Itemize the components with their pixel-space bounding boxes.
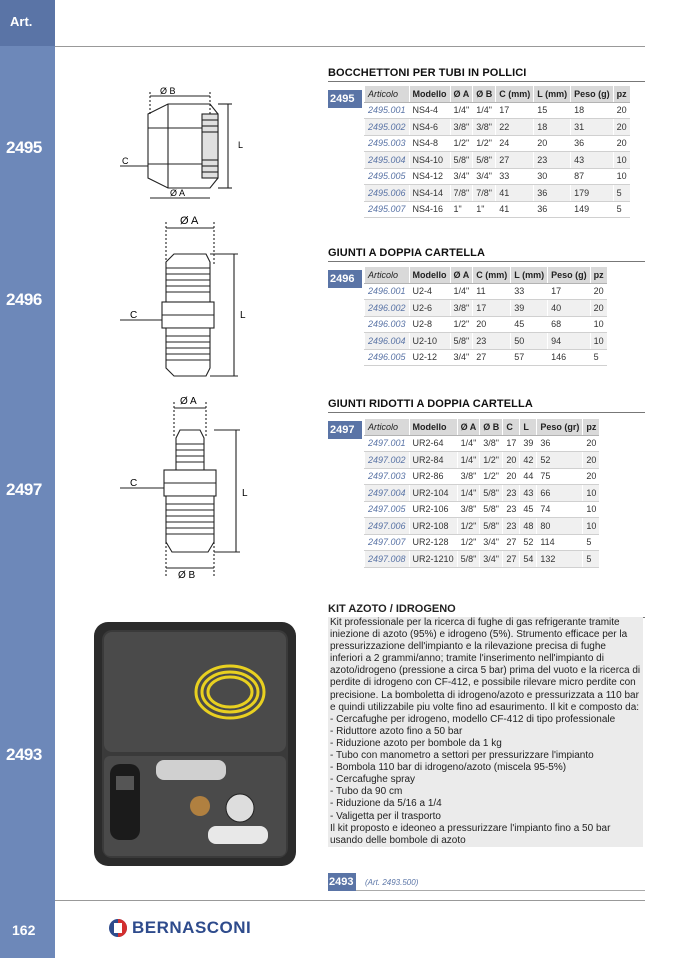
table-cell: 23 bbox=[503, 518, 520, 535]
table-header-row bbox=[365, 267, 607, 283]
table-cell: UR2-86 bbox=[409, 468, 457, 485]
table-cell: 27 bbox=[473, 349, 511, 366]
article-code: 2495.003 bbox=[365, 135, 410, 152]
section-tag-2495: 2495 bbox=[328, 90, 362, 108]
table-cell: 1/2" bbox=[457, 518, 480, 535]
table-cell: 5/8" bbox=[450, 333, 473, 350]
table-cell: 23 bbox=[503, 485, 520, 502]
table-cell: 45 bbox=[520, 501, 537, 518]
article-code: 2497.007 bbox=[365, 534, 410, 551]
table-cell: 1/4" bbox=[473, 102, 496, 119]
table-cell: UR2-84 bbox=[409, 452, 457, 469]
table-cell: 5/8" bbox=[480, 485, 503, 502]
table-cell: 1/2" bbox=[480, 452, 503, 469]
article-code: 2497.005 bbox=[365, 501, 410, 518]
table-cell: 1/2" bbox=[480, 468, 503, 485]
article-code: 2496.005 bbox=[365, 349, 410, 366]
article-code: 2497.008 bbox=[365, 551, 410, 568]
kit-description-block bbox=[328, 617, 643, 847]
table-row bbox=[365, 300, 607, 317]
art-label: Art. bbox=[10, 14, 33, 29]
brand-logo bbox=[108, 918, 251, 938]
table-cell: 36 bbox=[534, 201, 571, 218]
gas-cylinder bbox=[156, 760, 226, 780]
column-header: C (mm) bbox=[496, 86, 534, 102]
table-cell: 20 bbox=[590, 283, 607, 300]
table-cell: 3/8" bbox=[450, 119, 473, 136]
table-cell: NS4-12 bbox=[409, 168, 450, 185]
article-code: 2497.003 bbox=[365, 468, 410, 485]
article-code: 2497.001 bbox=[365, 435, 410, 452]
table-cell: 20 bbox=[583, 435, 600, 452]
table-cell: 87 bbox=[571, 168, 614, 185]
column-header: L bbox=[520, 419, 537, 435]
article-code: 2496.003 bbox=[365, 316, 410, 333]
kit-item: - Cercafughe per idrogeno, modello CF-412 di tipo professionale bbox=[330, 714, 641, 726]
table-cell: 3/4" bbox=[480, 534, 503, 551]
kit-tag: 2493 bbox=[328, 873, 356, 891]
table-cell: 39 bbox=[520, 435, 537, 452]
table-cell: 5/8" bbox=[480, 501, 503, 518]
article-code: 2495.002 bbox=[365, 119, 410, 136]
table-cell: UR2-104 bbox=[409, 485, 457, 502]
table-cell: 5/8" bbox=[473, 152, 496, 169]
table-cell: 3/4" bbox=[480, 551, 503, 568]
sidebar-number-2493: 2493 bbox=[6, 745, 42, 764]
drawing-2496-c: C bbox=[130, 310, 138, 321]
table-row bbox=[365, 501, 600, 518]
column-header: Articolo bbox=[365, 86, 410, 102]
page-number: 162 bbox=[12, 922, 36, 938]
article-code: 2495.006 bbox=[365, 185, 410, 202]
table-cell: 5 bbox=[613, 201, 630, 218]
article-code: 2495.001 bbox=[365, 102, 410, 119]
column-header: Peso (g) bbox=[571, 86, 614, 102]
table-cell: 27 bbox=[503, 534, 520, 551]
table-cell: 18 bbox=[571, 102, 614, 119]
table-cell: 1/4" bbox=[457, 435, 480, 452]
table-cell: 20 bbox=[613, 119, 630, 136]
table-cell: 1" bbox=[450, 201, 473, 218]
table-cell: 146 bbox=[548, 349, 591, 366]
spray-can bbox=[208, 826, 268, 844]
table-cell: 1/4" bbox=[450, 283, 473, 300]
table-cell: 45 bbox=[511, 316, 548, 333]
table-cell: 17 bbox=[503, 435, 520, 452]
article-code: 2496.001 bbox=[365, 283, 410, 300]
table-cell: NS4-8 bbox=[409, 135, 450, 152]
table-cell: 3/4" bbox=[473, 168, 496, 185]
table-cell: 31 bbox=[571, 119, 614, 136]
table-row bbox=[365, 435, 600, 452]
table-cell: 3/8" bbox=[457, 501, 480, 518]
table-cell: 5 bbox=[613, 185, 630, 202]
table-row bbox=[365, 185, 630, 202]
table-cell: 1/2" bbox=[473, 135, 496, 152]
kit-item: - Tubo con manometro a settori per pressurizzare l'impianto bbox=[330, 750, 641, 762]
column-header: Modello bbox=[409, 86, 450, 102]
article-code: 2497.006 bbox=[365, 518, 410, 535]
kit-description: Kit professionale per la ricerca di fughe di gas refrigerante tramite iniezione di azoto (95%) e idrogeno (5%). Strumento efficace per la pressurizzazione dell'impianto e la rilevazione precisa di fughe inferiori a 2 grammi/anno; tramite l'inserimento nell'impianto di azoto/idrogeno (pressione a circa 5 bar) prima del vuoto e la ricerca di perdite di idrogeno con CF-412, e possibile rilevare micro perdite con precisione. La bomboletta di idrogeno/azoto e pressurizzata a 110 bar e quindi utilizzabile piu volte fino ad esaurimento. Il kit e composto da: bbox=[330, 617, 641, 713]
table-cell: 80 bbox=[537, 518, 583, 535]
table-cell: 20 bbox=[613, 135, 630, 152]
table-cell: 30 bbox=[534, 168, 571, 185]
table-cell: 10 bbox=[590, 316, 607, 333]
drawing-2497-phi-b: Ø B bbox=[178, 570, 196, 581]
table-cell: 23 bbox=[534, 152, 571, 169]
drawing-2497-l: L bbox=[242, 488, 248, 499]
kit-item: - Cercafughe spray bbox=[330, 774, 641, 786]
table-row bbox=[365, 201, 630, 218]
table-row bbox=[365, 152, 630, 169]
kit-item: - Bombola 110 bar di idrogeno/azoto (miscela 95-5%) bbox=[330, 762, 641, 774]
table-cell: 20 bbox=[583, 452, 600, 469]
table-cell: 5/8" bbox=[450, 152, 473, 169]
kit-title: KIT AZOTO / IDROGENO bbox=[328, 603, 645, 618]
section-title-2496: GIUNTI A DOPPIA CARTELLA bbox=[328, 247, 645, 262]
kit-item: - Riduttore azoto fino a 50 bar bbox=[330, 726, 641, 738]
table-cell: 17 bbox=[548, 283, 591, 300]
table-cell: 3/8" bbox=[480, 435, 503, 452]
table-row bbox=[365, 102, 630, 119]
column-header: Ø B bbox=[480, 419, 503, 435]
article-code: 2495.005 bbox=[365, 168, 410, 185]
table-cell: 24 bbox=[496, 135, 534, 152]
table-cell: NS4-10 bbox=[409, 152, 450, 169]
kit-items-list bbox=[330, 714, 641, 823]
table-cell: 41 bbox=[496, 185, 534, 202]
table-cell: 52 bbox=[537, 452, 583, 469]
drawing-2495 bbox=[110, 86, 255, 206]
kit-case-photo bbox=[90, 618, 300, 870]
column-header: Ø A bbox=[450, 267, 473, 283]
section-tag-2496: 2496 bbox=[328, 270, 362, 288]
table-cell: 75 bbox=[537, 468, 583, 485]
table-cell: NS4-16 bbox=[409, 201, 450, 218]
table-cell: 17 bbox=[496, 102, 534, 119]
kit-article-ref: (Art. 2493.500) bbox=[365, 878, 419, 887]
section-title-2495: BOCCHETTONI PER TUBI IN POLLICI bbox=[328, 67, 645, 82]
table-cell: 20 bbox=[503, 468, 520, 485]
top-divider bbox=[55, 46, 645, 47]
table-cell: 3/4" bbox=[450, 349, 473, 366]
column-header: pz bbox=[583, 419, 600, 435]
table-cell: 5/8" bbox=[480, 518, 503, 535]
table-cell: 48 bbox=[520, 518, 537, 535]
table-row bbox=[365, 485, 600, 502]
brand-name: BERNASCONI bbox=[132, 918, 252, 937]
drawing-2495-c: C bbox=[122, 156, 129, 166]
table-cell: 43 bbox=[520, 485, 537, 502]
column-header: Modello bbox=[409, 419, 457, 435]
article-code: 2495.007 bbox=[365, 201, 410, 218]
column-header: Modello bbox=[409, 267, 450, 283]
drawing-2496 bbox=[110, 214, 255, 384]
table-cell: 44 bbox=[520, 468, 537, 485]
table-cell: 7/8" bbox=[450, 185, 473, 202]
column-header: L (mm) bbox=[511, 267, 548, 283]
table-cell: 17 bbox=[473, 300, 511, 317]
leak-detector bbox=[110, 764, 140, 840]
table-cell: 3/4" bbox=[450, 168, 473, 185]
column-header: Articolo bbox=[365, 419, 410, 435]
table-cell: 39 bbox=[511, 300, 548, 317]
table-cell: 5 bbox=[590, 349, 607, 366]
column-header: pz bbox=[590, 267, 607, 283]
table-cell: 10 bbox=[613, 168, 630, 185]
table-cell: 1/2" bbox=[450, 135, 473, 152]
table-row bbox=[365, 283, 607, 300]
table-cell: 1/4" bbox=[450, 102, 473, 119]
column-header: Peso (g) bbox=[548, 267, 591, 283]
table-cell: 20 bbox=[503, 452, 520, 469]
table-cell: U2-6 bbox=[409, 300, 450, 317]
column-header: pz bbox=[613, 86, 630, 102]
table-cell: 1" bbox=[473, 201, 496, 218]
table-cell: NS4-6 bbox=[409, 119, 450, 136]
table-cell: 74 bbox=[537, 501, 583, 518]
table-cell: 52 bbox=[520, 534, 537, 551]
table-row bbox=[365, 333, 607, 350]
table-cell: 20 bbox=[534, 135, 571, 152]
table-row bbox=[365, 551, 600, 568]
table-cell: 149 bbox=[571, 201, 614, 218]
table-cell: 10 bbox=[583, 501, 600, 518]
table-cell: 10 bbox=[613, 152, 630, 169]
section-tag-2497: 2497 bbox=[328, 421, 362, 439]
table-cell: NS4-14 bbox=[409, 185, 450, 202]
table-cell: 3/8" bbox=[473, 119, 496, 136]
table-cell: 40 bbox=[548, 300, 591, 317]
column-header: Peso (gr) bbox=[537, 419, 583, 435]
table-cell: 3/8" bbox=[457, 468, 480, 485]
bottom-divider bbox=[55, 900, 645, 901]
table-header-row bbox=[365, 419, 600, 435]
table-cell: UR2-1210 bbox=[409, 551, 457, 568]
table-cell: 11 bbox=[473, 283, 511, 300]
table-cell: 36 bbox=[537, 435, 583, 452]
table-cell: 7/8" bbox=[473, 185, 496, 202]
table-header-row bbox=[365, 86, 630, 102]
sidebar bbox=[0, 0, 55, 958]
table-cell: 33 bbox=[496, 168, 534, 185]
table-2496 bbox=[364, 267, 607, 366]
table-cell: 42 bbox=[520, 452, 537, 469]
table-cell: 27 bbox=[496, 152, 534, 169]
sidebar-number-2497: 2497 bbox=[6, 480, 42, 499]
section-title-2497: GIUNTI RIDOTTI A DOPPIA CARTELLA bbox=[328, 398, 645, 413]
table-row bbox=[365, 518, 600, 535]
article-code: 2497.004 bbox=[365, 485, 410, 502]
article-code: 2496.002 bbox=[365, 300, 410, 317]
column-header: Articolo bbox=[365, 267, 410, 283]
table-cell: 41 bbox=[496, 201, 534, 218]
sidebar-number-2496: 2496 bbox=[6, 290, 42, 309]
kit-item: - Valigetta per il trasporto bbox=[330, 811, 641, 823]
table-cell: 1/4" bbox=[457, 485, 480, 502]
table-cell: 5/8" bbox=[457, 551, 480, 568]
table-cell: 10 bbox=[583, 518, 600, 535]
table-cell: 27 bbox=[503, 551, 520, 568]
table-row bbox=[365, 349, 607, 366]
table-cell: 22 bbox=[496, 119, 534, 136]
table-cell: 94 bbox=[548, 333, 591, 350]
table-cell: 10 bbox=[590, 333, 607, 350]
column-header: Ø A bbox=[457, 419, 480, 435]
table-cell: 57 bbox=[511, 349, 548, 366]
table-cell: 54 bbox=[520, 551, 537, 568]
table-cell: U2-12 bbox=[409, 349, 450, 366]
table-cell: NS4-4 bbox=[409, 102, 450, 119]
table-row bbox=[365, 168, 630, 185]
table-cell: U2-4 bbox=[409, 283, 450, 300]
table-cell: 114 bbox=[537, 534, 583, 551]
table-cell: 68 bbox=[548, 316, 591, 333]
table-cell: 1/2" bbox=[450, 316, 473, 333]
kit-item: - Tubo da 90 cm bbox=[330, 786, 641, 798]
table-cell: UR2-106 bbox=[409, 501, 457, 518]
article-code: 2496.004 bbox=[365, 333, 410, 350]
table-cell: 179 bbox=[571, 185, 614, 202]
drawing-2495-phi-b: Ø B bbox=[160, 86, 176, 96]
column-header: Ø B bbox=[473, 86, 496, 102]
column-header: C (mm) bbox=[473, 267, 511, 283]
column-header: L (mm) bbox=[534, 86, 571, 102]
table-row bbox=[365, 468, 600, 485]
table-cell: 5 bbox=[583, 551, 600, 568]
column-header: Ø A bbox=[450, 86, 473, 102]
drawing-2497-c: C bbox=[130, 478, 138, 489]
table-row bbox=[365, 316, 607, 333]
table-cell: 20 bbox=[473, 316, 511, 333]
table-row bbox=[365, 452, 600, 469]
table-cell: 66 bbox=[537, 485, 583, 502]
kit-footer-text: Il kit proposto e ideoneo a pressurizzare l'impianto fino a 50 bar usando delle bombole di azoto bbox=[330, 822, 611, 846]
table-cell: 43 bbox=[571, 152, 614, 169]
column-header: C bbox=[503, 419, 520, 435]
sidebar-header bbox=[0, 0, 55, 46]
table-row bbox=[365, 119, 630, 136]
table-cell: 10 bbox=[583, 485, 600, 502]
bernasconi-logo-icon bbox=[108, 918, 128, 938]
drawing-2496-l: L bbox=[240, 310, 246, 321]
table-cell: 23 bbox=[473, 333, 511, 350]
drawing-2497-phi-a: Ø A bbox=[180, 396, 197, 407]
table-cell: 3/8" bbox=[450, 300, 473, 317]
drawing-2495-phi-a: Ø A bbox=[170, 188, 186, 198]
article-code: 2497.002 bbox=[365, 452, 410, 469]
table-cell: 1/2" bbox=[457, 534, 480, 551]
article-code: 2495.004 bbox=[365, 152, 410, 169]
table-2497 bbox=[364, 419, 599, 568]
kit-item: - Riduzione azoto per bombole da 1 kg bbox=[330, 738, 641, 750]
drawing-2496-phi-a: Ø A bbox=[180, 215, 199, 227]
kit-item: - Riduzione da 5/16 a 1/4 bbox=[330, 798, 641, 810]
table-cell: 23 bbox=[503, 501, 520, 518]
table-cell: 20 bbox=[590, 300, 607, 317]
table-cell: 36 bbox=[534, 185, 571, 202]
table-cell: 50 bbox=[511, 333, 548, 350]
table-cell: 18 bbox=[534, 119, 571, 136]
table-cell: U2-8 bbox=[409, 316, 450, 333]
drawing-2495-l: L bbox=[238, 140, 244, 150]
table-row bbox=[365, 534, 600, 551]
table-cell: 20 bbox=[583, 468, 600, 485]
table-cell: 15 bbox=[534, 102, 571, 119]
table-2495 bbox=[364, 86, 630, 218]
kit-footer bbox=[328, 873, 645, 891]
table-cell: 36 bbox=[571, 135, 614, 152]
manometer bbox=[226, 794, 254, 822]
pressure-reducer bbox=[190, 796, 210, 816]
table-cell: UR2-64 bbox=[409, 435, 457, 452]
table-cell: U2-10 bbox=[409, 333, 450, 350]
table-cell: 5 bbox=[583, 534, 600, 551]
table-cell: 1/4" bbox=[457, 452, 480, 469]
table-cell: 20 bbox=[613, 102, 630, 119]
sidebar-number-2495: 2495 bbox=[6, 138, 42, 157]
table-cell: 132 bbox=[537, 551, 583, 568]
table-cell: 33 bbox=[511, 283, 548, 300]
table-row bbox=[365, 135, 630, 152]
drawing-2497 bbox=[110, 392, 255, 584]
table-cell: UR2-108 bbox=[409, 518, 457, 535]
table-cell: UR2-128 bbox=[409, 534, 457, 551]
